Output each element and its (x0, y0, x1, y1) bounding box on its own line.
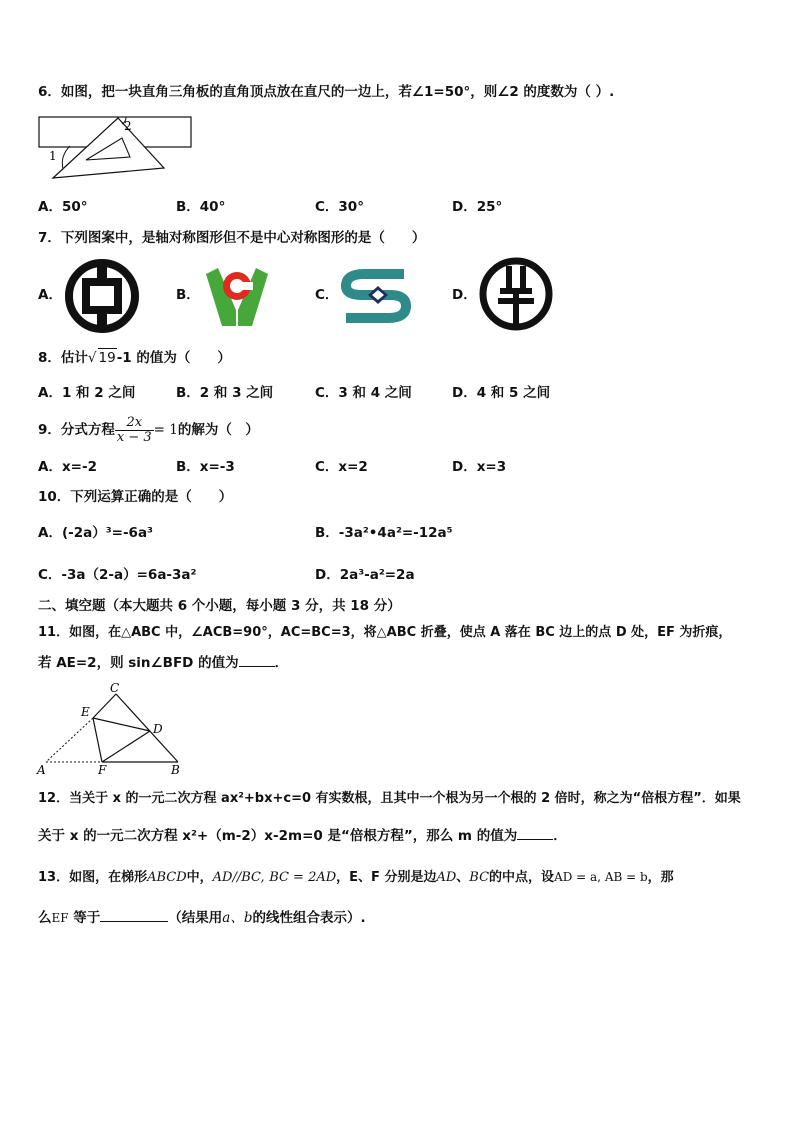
q11-label-e: E (81, 705, 90, 719)
q13-line2 (38, 909, 366, 927)
q13-vec1: AD = a, AB = b (554, 870, 648, 884)
q6-stem: 6．如图，把一块直角三角板的直角顶点放在直尺的一边上，若∠1=50°，则∠2 的度数为（ ）. (38, 84, 615, 100)
q10-option-d[interactable]: D．2a³-a²=2a (315, 567, 415, 583)
agricultural-bank-logo-icon (476, 256, 556, 332)
q12-line2-end: ． (553, 828, 567, 844)
q8-option-b[interactable]: B．2 和 3 之间 (176, 385, 274, 401)
q8-option-d[interactable]: D．4 和 5 之间 (452, 385, 551, 401)
q13-ef: EF (51, 911, 69, 925)
section-2-heading: 二、填空题（本大题共 6 个小题，每小题 3 分，共 18 分） (38, 598, 401, 614)
q13-p6: ，那 (647, 870, 674, 885)
q11-line2-text: 若 AE=2，则 sin∠BFD 的值为 (38, 655, 239, 671)
q13-line2-pre: 么 (38, 910, 52, 926)
q7-option-c[interactable]: C． (315, 287, 339, 303)
bank-of-china-logo-icon (62, 258, 142, 334)
q8-option-c[interactable]: C．3 和 4 之间 (315, 385, 412, 401)
q11-label-c: C (110, 681, 120, 695)
q6-option-d[interactable]: D．25° (452, 199, 503, 215)
q9-option-d[interactable]: D．x=3 (452, 459, 507, 475)
q13-line2-end: 的线性组合表示）. (252, 910, 366, 926)
q9-fraction (115, 416, 154, 445)
q10-option-b[interactable]: B．-3a²•4a²=-12a⁵ (315, 525, 453, 541)
q11-answer-blank[interactable] (239, 654, 275, 667)
q9-option-c[interactable]: C．x=2 (315, 459, 368, 475)
q8-radicand: 19 (98, 350, 116, 366)
q8-stem-post: -1 的值为（ ） (116, 350, 231, 366)
q12-line1: 12．当关于 x 的一元二次方程 ax²+bx+c=0 有实数根，且其中一个根为另一个根的 2 倍时，称之为“倍根方程”．如果 (38, 791, 741, 806)
q10-option-a[interactable]: A．(-2a）³=-6a³ (38, 525, 153, 541)
q9-stem-eq: = 1 (153, 422, 178, 438)
q9-stem-post: 的解为（ ） (177, 422, 259, 438)
q10-stem: 10．下列运算正确的是（ ） (38, 489, 233, 505)
q13-cond2: BC = 2AD (269, 870, 337, 885)
q13-abcd: ABCD (147, 870, 187, 885)
q8-stem-pre: 8．估计 (38, 350, 88, 366)
q6-option-b[interactable]: B．40° (176, 199, 226, 215)
q6-angle-1-label: 1 (49, 149, 57, 163)
q9-option-b[interactable]: B．x=-3 (176, 459, 235, 475)
q12-answer-blank[interactable] (517, 827, 553, 840)
q9-option-a[interactable]: A．x=-2 (38, 459, 97, 475)
q12-line2-text: 关于 x 的一元二次方程 x²+（m-2）x-2m=0 是“倍根方程”，那么 m 的值为 (38, 828, 518, 844)
q11-line2 (38, 654, 288, 672)
q13-line1 (38, 868, 674, 887)
q11-label-b: B (171, 763, 180, 777)
q9-stem-pre: 9．分式方程 (38, 422, 115, 438)
q11-line2-end: ． (274, 655, 289, 671)
q8-stem: 8．估计√ 19-1 的值为（ ） (38, 350, 231, 366)
rural-credit-logo-icon (202, 260, 272, 330)
q13-ad: AD (436, 870, 457, 885)
q13-p5: 的中点，设 (489, 870, 555, 885)
q11-line1: 11．如图，在△ABC 中，∠ACB=90°，AC=BC=3，将△ABC 折叠，使点 A 落在 BC 边上的点 D 处，EF 为折痕， (38, 625, 732, 640)
q7-option-b[interactable]: B． (176, 287, 200, 303)
q7-option-a[interactable]: A． (38, 287, 62, 303)
q9-frac-den: x − 3 (116, 429, 152, 445)
q13-p1: 13．如图，在梯形 (38, 870, 148, 885)
q11-figure (34, 680, 194, 780)
q7-stem: 7．下列图案中，是轴对称图形但不是中心对称图形的是（ ） (38, 230, 426, 246)
q11-label-d: D (153, 722, 163, 736)
q13-bc: BC (469, 870, 490, 885)
q13-p2: 中， (186, 870, 213, 885)
q6-angle-2-label: 2 (124, 119, 132, 133)
q6-option-c[interactable]: C．30° (315, 199, 364, 215)
q13-p3: ，E、F 分别是边 (336, 870, 437, 885)
q7-option-d[interactable]: D． (452, 287, 477, 303)
q6-figure (36, 112, 196, 184)
q9-stem (38, 412, 259, 448)
q12-line2 (38, 827, 567, 845)
q9-frac-num: 2x (115, 416, 154, 431)
q11-label-a: A (37, 763, 46, 777)
q11-label-f: F (98, 763, 107, 777)
q13-p4: 、 (456, 870, 470, 885)
q6-option-a[interactable]: A．50° (38, 199, 88, 215)
q13-cond1: AD//BC, (212, 870, 265, 885)
q13-answer-blank[interactable] (100, 909, 168, 922)
q13-line2-mid: 等于 (73, 910, 101, 926)
q10-option-c[interactable]: C．-3a（2-a）=6a-3a² (38, 567, 197, 583)
q13-vars: a、b (222, 910, 253, 926)
q13-line2-post: （结果用 (168, 910, 223, 926)
everbright-s-logo-icon (338, 262, 414, 328)
q8-option-a[interactable]: A．1 和 2 之间 (38, 385, 136, 401)
